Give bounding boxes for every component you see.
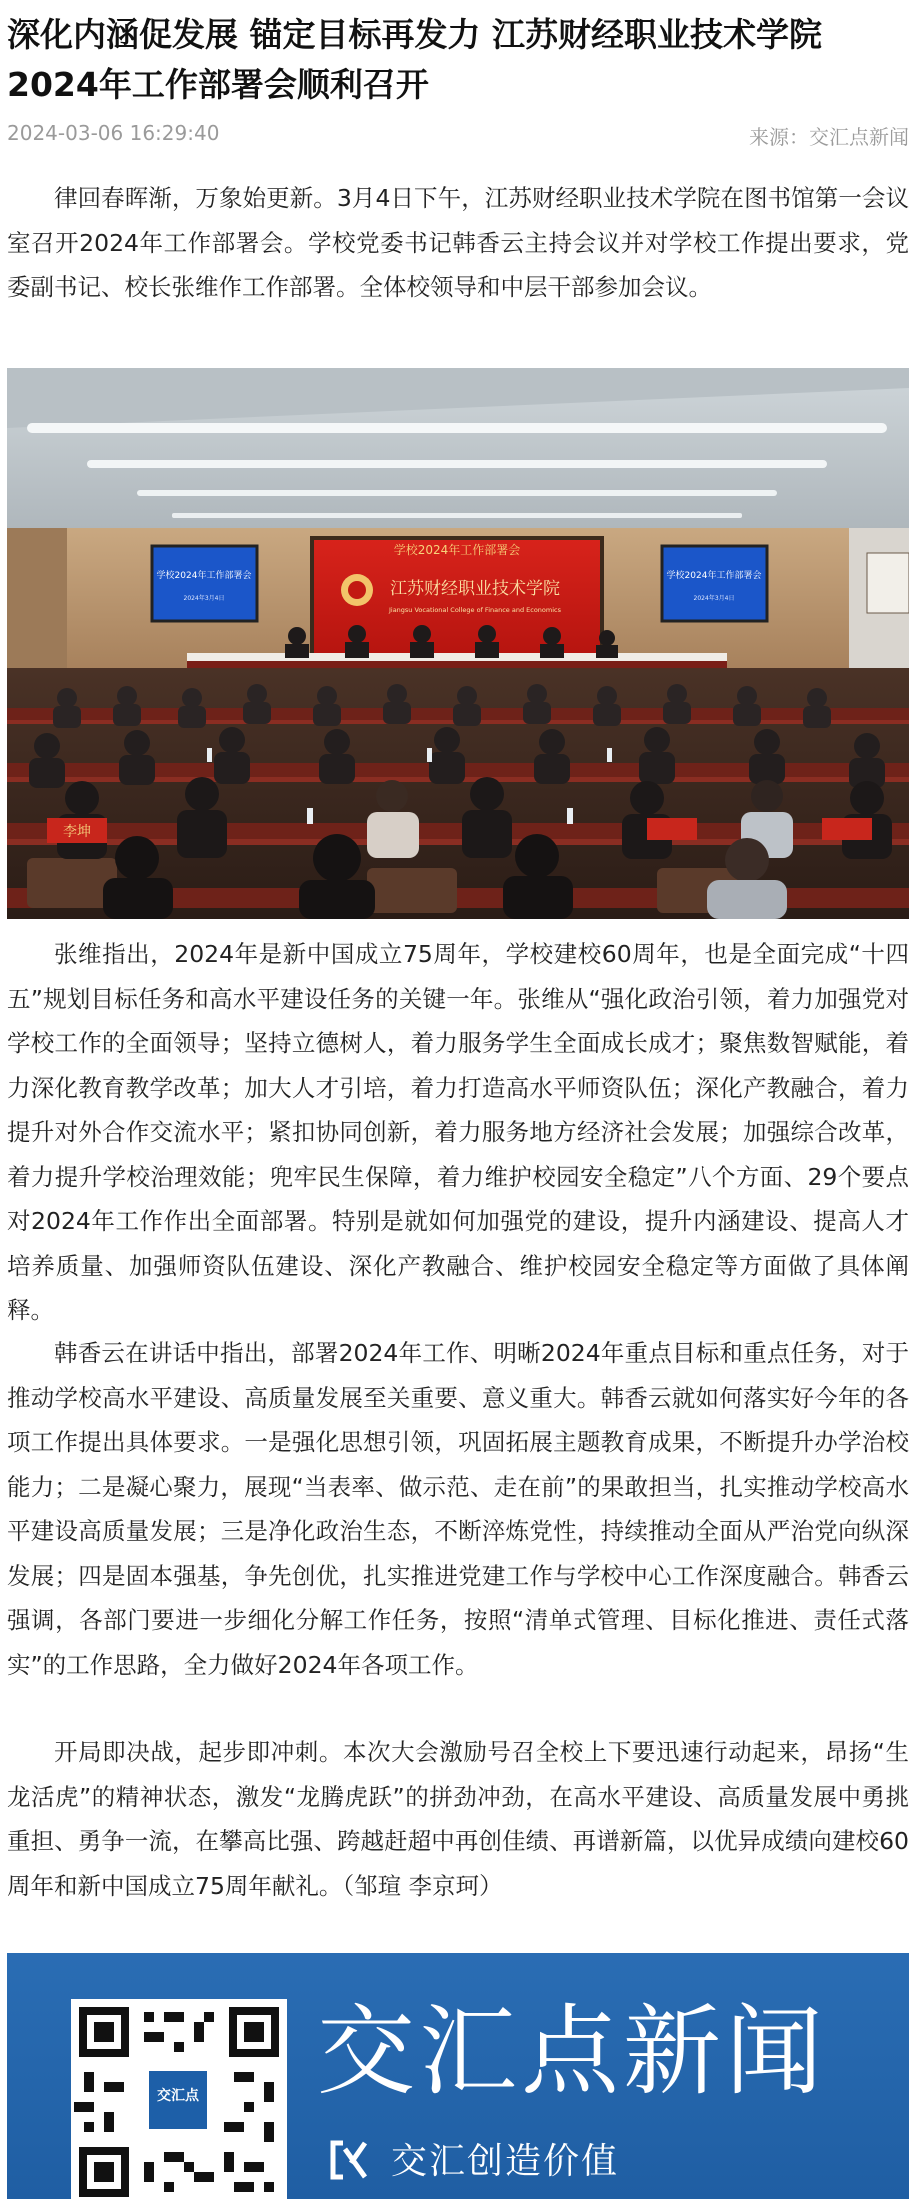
- article-paragraph: 律回春晖渐，万象始更新。3月4日下午，江苏财经职业技术学院在图书馆第一会议室召开2024年工作部署会。学校党委书记韩香云主持会议并对学校工作提出要求，党委副书记、校长张维作工作部署。全体校领导和中层干部参加会议。: [7, 184, 909, 301]
- article-paragraph: 开局即决战，起步即冲刺。本次大会激励号召全校上下要迅速行动起来，昂扬“生龙活虎”的精神状态，激发“龙腾虎跃”的拼劲冲劲，在高水平建设、高质量发展中勇挑重担、勇争一流，在攀高比强、跨越赶超中再创佳绩、再谱新篇，以优异成绩向建校60周年和新中国成立75周年献礼。（邹瑄 李京珂）: [7, 1738, 909, 1900]
- meeting-photo: [7, 368, 909, 919]
- article-paragraph: 韩香云在讲话中指出，部署2024年工作、明晰2024年重点目标和重点任务，对于推动学校高水平建设、高质量发展至关重要、意义重大。韩香云就如何落实好今年的各项工作提出具体要求。一是强化思想引领，巩固拓展主题教育成果，不断提升办学治校能力；二是凝心聚力，展现“当表率、做示范、走在前”的果敢担当，扎实推动学校高水平建设高质量发展；三是净化政治生态，不断淬炼党性，持续推动全面从严治党向纵深发展；四是固本强基，争先创优，扎实推进党建工作与学校中心工作深度融合。韩香云强调，各部门要进一步细化分解工作任务，按照“清单式管理、目标化推进、责任式落实”的工作思路，全力做好2024年各项工作。: [7, 1339, 909, 1679]
- main-screen-banner: 学校2024年工作部署会: [393, 543, 521, 557]
- qr-code[interactable]: [71, 1999, 287, 2199]
- brand-logo-icon: [325, 2135, 375, 2185]
- school-name-cn: 江苏财经职业技术学院: [390, 579, 560, 599]
- seat-card: 李坤: [63, 824, 91, 840]
- app-promo-banner[interactable]: [7, 1953, 909, 2199]
- qr-logo: 交汇点: [146, 2068, 210, 2132]
- article-source: 来源：交汇点新闻: [749, 125, 909, 149]
- slogan-text: 交汇创造价值: [391, 2141, 620, 2182]
- article-paragraph: 张维指出，2024年是新中国成立75周年，学校建校60周年，也是全面完成“十四五”规划目标任务和高水平建设任务的关键一年。张维从“强化政治引领，着力加强党对学校工作的全面领导；坚持立德树人，着力服务学生全面成长成才；聚焦数智赋能，着力深化教育教学改革；加大人才引培，着力打造高水平师资队伍；深化产教融合，着力提升对外合作交流水平；紧扣协同创新，着力服务地方经济社会发展；加强综合改革，着力提升学校治理效能；兜牢民生保障，着力维护校园安全稳定”八个方面、29个要点对2024年工作作出全面部署。特别是就如何加强党的建设，提升内涵建设、提高人才培养质量、加强师资队伍建设、深化产教融合、维护校园安全稳定等方面做了具体阐释。: [7, 940, 909, 1324]
- left-screen-date: 2024年3月4日: [183, 595, 225, 602]
- school-name-en: Jiangsu Vocational College of Finance and Economics: [388, 606, 562, 614]
- right-screen-date: 2024年3月4日: [693, 595, 735, 602]
- publish-date: 2024-03-06 16:29:40: [7, 121, 220, 145]
- left-screen-text: 学校2024年工作部署会: [156, 571, 252, 581]
- article-meta: [7, 118, 909, 148]
- article-title: 深化内涵促发展 锚定目标再发力 江苏财经职业技术学院2024年工作部署会顺利召开: [7, 15, 822, 104]
- brand-name: 交汇点新闻: [317, 1995, 828, 2109]
- right-screen-text: 学校2024年工作部署会: [666, 571, 762, 581]
